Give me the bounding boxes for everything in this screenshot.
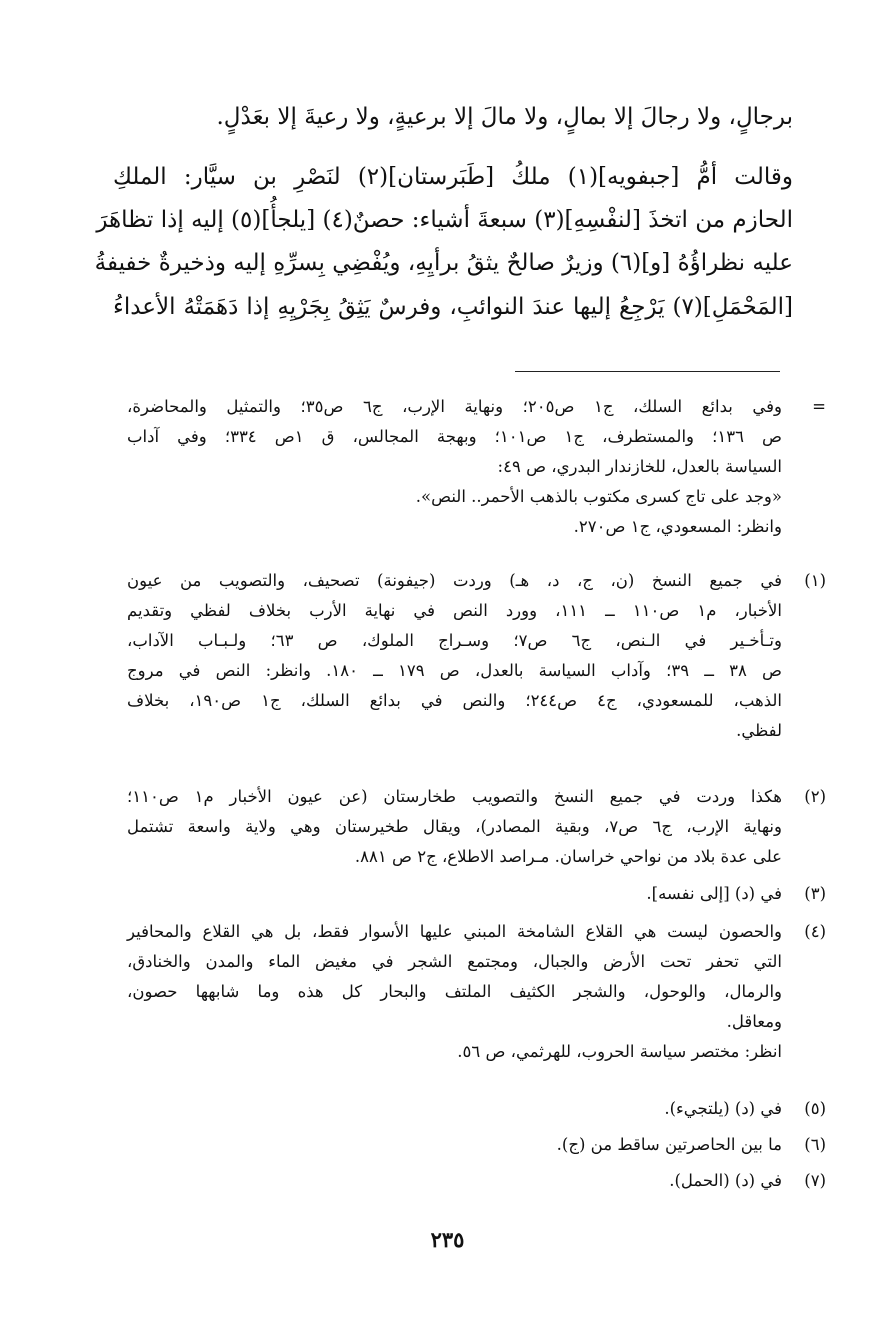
footnote-6 xyxy=(127,1130,826,1160)
footnote-4 xyxy=(127,917,826,1067)
footnote-number: (١) xyxy=(804,571,826,590)
footnote-line: لفظي. xyxy=(736,721,782,740)
main-text-line-3: الحازم من اتخذَ [لنفْسِهِ](٣) سبعةَ أشياء: حصنٌ(٤) [يلجأُ](٥) إليه إذا تظاهَرَ xyxy=(96,207,793,233)
footnote-number: = xyxy=(812,397,826,416)
footnote-line: ص ٣٨ ــ ٣٩؛ وآداب السياسة بالعدل، ص ١٧٩ ــ ١٨٠. وانظر: النص في مروج xyxy=(127,661,782,680)
footnote-line: وفي بدائع السلك، ج١ ص٢٠٥؛ ونهاية الإرب، ج٦ ص٣٥؛ والتمثيل والمحاضرة، xyxy=(127,397,782,416)
footnote-number: (٥) xyxy=(804,1099,826,1118)
footnote-line: على عدة بلاد من نواحي خراسان. مـراصد الاطلاع، ج٢ ص ٨٨١. xyxy=(354,847,782,866)
footnote-line: ما بين الحاصرتين ساقط من (ج). xyxy=(556,1135,782,1154)
main-text-line-5: [المَحْمَلِ](٧) يَرْجِعُ إليها عندَ النوائبِ، وفرسٌ يَثِقُ بِجَرْيِهِ إذا دَهَمَتْهُ الأعداءُ xyxy=(113,294,793,320)
footnote-line: ومعاقل. xyxy=(726,1012,782,1031)
footnote-continuation xyxy=(127,392,826,542)
footnote-line: التي تحفر تحت الأرض والجبال، ومجتمع الشجر في مغيض الماء والمدن والخنادق، xyxy=(127,952,782,971)
footnote-number: (٦) xyxy=(804,1135,826,1154)
footnote-line: في (د) (يلتجيء). xyxy=(664,1099,782,1118)
footnote-number: (٧) xyxy=(804,1171,826,1190)
footnote-1 xyxy=(127,566,826,746)
footnote-2 xyxy=(127,782,826,872)
footnote-7 xyxy=(127,1166,826,1196)
footnote-line: هكذا وردت في جميع النسخ والتصويب طخارستان (عن عيون الأخبار م١ ص١١٠؛ xyxy=(127,787,782,806)
footnote-line: وانظر: المسعودي، ج١ ص٢٧٠. xyxy=(573,517,782,536)
footnote-line: ص ١٣٦؛ والمستطرف، ج١ ص١٠١؛ وبهجة المجالس، ق ١ص ٣٣٤؛ وفي آداب xyxy=(127,427,782,446)
footnote-divider xyxy=(515,371,780,372)
footnote-line: الأخبار، م١ ص١١٠ ــ ١١١، وورد النص في نهاية الأرب بخلاف لفظي وتقديم xyxy=(127,601,782,620)
footnote-line: انظر: مختصر سياسة الحروب، للهرثمي، ص ٥٦. xyxy=(457,1042,782,1061)
footnote-number: (٤) xyxy=(804,922,826,941)
footnote-5 xyxy=(127,1094,826,1124)
footnote-line: وتـأخـير في الـنص، ج٦ ص٧؛ وسـراج الملوك، ص ٦٣؛ ولـبـاب الآداب، xyxy=(127,631,782,650)
main-text-line-4: عليه نظراؤُهُ [و](٦) وزيرٌ صالحٌ يثقُ برأيِهِ، ويُفْضِي بِسرِّهِ إليه وذخيرةٌ خفيفةُ xyxy=(94,250,793,276)
footnote-line: في (د) [إلى نفسه]. xyxy=(646,884,782,903)
main-text-line-1: برجالٍ، ولا رجالَ إلا بمالٍ، ولا مالَ إلا برعيةٍ، ولا رعيةَ إلا بعَدْلٍ. xyxy=(216,104,793,130)
footnote-line: الذهب، للمسعودي، ج٤ ص٢٤٤؛ والنص في بدائع السلك، ج١ ص١٩٠، بخلاف xyxy=(127,691,782,710)
footnote-line: ونهاية الإرب، ج٦ ص٧، وبقية المصادر)، ويقال طخيرستان وهي ولاية واسعة تشتمل xyxy=(127,817,782,836)
footnote-line: في جميع النسخ (ن، ج، د، هـ) وردت (جيفونة) تصحيف، والتصويب من عيون xyxy=(127,571,782,590)
footnote-number: (٢) xyxy=(804,787,826,806)
page-number: ٢٣٥ xyxy=(430,1227,465,1252)
main-text-line-2: وقالت أمُّ [جبفويه](١) ملكُ [طَبَرستان](٢) لنَصْرِ بن سيَّار: الملكِ xyxy=(113,164,793,190)
footnote-line: «وجد على تاج كسرى مكتوب بالذهب الأحمر.. النص». xyxy=(415,487,782,506)
footnote-line: والرمال، والوحول، والشجر الكثيف الملتف والبحار كل هذه وما شابهها حصون، xyxy=(127,982,782,1001)
footnote-line: في (د) (الحمل). xyxy=(669,1171,782,1190)
footnote-line: السياسة بالعدل، للخازندار البدري، ص ٤٩: xyxy=(497,457,782,476)
footnote-number: (٣) xyxy=(804,884,826,903)
footnote-3 xyxy=(127,879,826,909)
footnote-line: والحصون ليست هي القلاع الشامخة المبني عليها الأسوار فقط، بل هي القلاع والمحافير xyxy=(127,922,782,941)
